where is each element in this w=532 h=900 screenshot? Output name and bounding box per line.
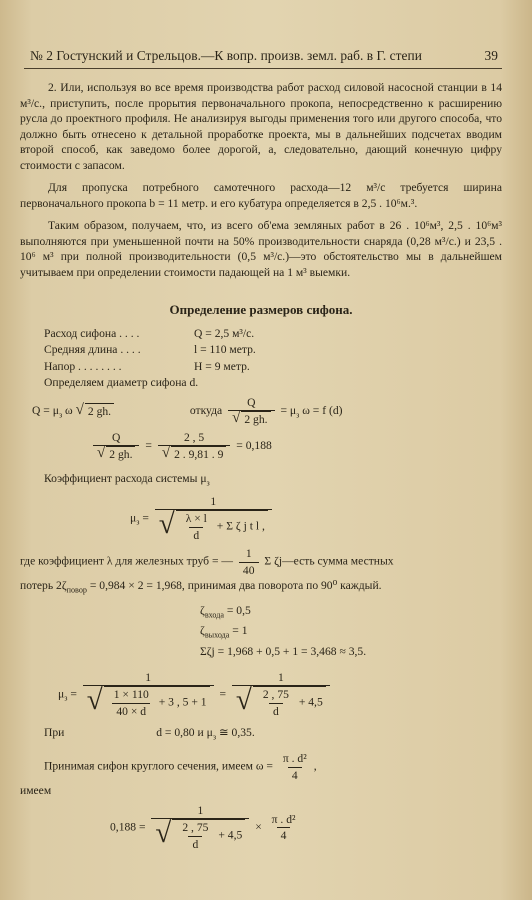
formula-text: = 0,5 (223, 603, 251, 617)
fraction (93, 430, 139, 463)
formula-text: ≅ 0,35. (216, 726, 255, 740)
formula-final (20, 803, 502, 853)
body-text (20, 80, 502, 852)
fraction (110, 687, 153, 719)
formula-mu-numeric (20, 670, 502, 720)
formula-text: Q (247, 395, 256, 409)
formula-flow (20, 395, 502, 428)
fraction (178, 820, 212, 852)
formula-text: 2 , 5 (183, 430, 205, 444)
formula-text: π . d² (282, 752, 307, 766)
formula-text: 1 (197, 803, 204, 817)
formula-text: Коэффициент расхода системы μ (44, 471, 207, 485)
formula-text: λ × l (185, 512, 207, 525)
round-line (20, 751, 502, 783)
running-header (30, 48, 498, 64)
formula-text: + Σ ζ j t l , (216, 519, 265, 533)
fraction (158, 430, 231, 463)
formula-text: = 0,188 (236, 438, 272, 452)
formula-text: = (139, 510, 152, 524)
formula-text: ζ (200, 603, 205, 617)
fraction (228, 395, 274, 428)
sqrt: √ $\frac{2 , 75}{d}$ + 4,5 (236, 686, 326, 719)
formula-text: d (269, 703, 283, 720)
given-value: l = 110 метр. (194, 343, 256, 356)
formula-text: Q = μ (32, 403, 59, 417)
imeem-line: имеем (20, 784, 52, 798)
formula-text: потерь 2ζ (20, 579, 67, 592)
formula-text: 2 gh. (85, 403, 114, 420)
formula-text: 1 (145, 670, 152, 684)
diameter-line: Определяем диаметр сифона d. (44, 376, 199, 389)
formula-text: При (44, 726, 65, 740)
formula-text: 4 (277, 827, 291, 844)
given-value: Q = 2,5 м³/с. (194, 326, 255, 340)
zeta-out (20, 623, 502, 643)
fraction (268, 812, 300, 844)
formula-text: где коэффициент λ для железных труб = — (20, 554, 234, 568)
section-title: Определение размеров сифона. (169, 302, 353, 317)
formula-text: = (67, 687, 80, 701)
formula-text: 1 (245, 547, 252, 560)
formula-text: 40 × d (112, 703, 150, 720)
sqrt: √ 2 . 9,81 . 9 (162, 446, 227, 463)
formula-text: 4 (288, 767, 302, 784)
fraction (151, 803, 249, 853)
fraction (279, 751, 311, 783)
formula-sub: з (64, 693, 68, 703)
formula-text: Принимая сифон круглого сечения, имеем ω = (44, 759, 276, 773)
fraction (155, 494, 272, 544)
paragraph-3: Таким образом, получаем, что, из всего об'ема земляных работ в 26 . 10⁶м³, 2,5 . 10⁶м³ выполняются при уменьшенной почти на 50% производительности снаряда (0,28 м³/с.) и 23,5 . 10⁶ м³ при полной производительности (0,5 м³/с.)—это обстоятельство мы в дальнейшем учитываем при определении стоимости падающей на 1 м³ выемки. (20, 219, 502, 279)
formula-text: 2 gh. (241, 411, 270, 428)
formula-mu (20, 494, 502, 544)
formula-sub: з (136, 517, 140, 527)
coefficient-line (20, 471, 502, 491)
paragraph-1: 2. Или, используя во все время производства работ расход силовой насосной станции в 14 м³/с., приступить, после прорытия первоначального прокопа, непосредственно к расширению русла до проектного профиля. Не анализируя выгоды применения того или другого способа, что должно быть отнесено к детальной проработке проекта, мы в дальнейших подсчетах вводим второй способ, как заведомо более дорогой, а, следовательно, дающий конечную цифру стоимости с запасом. (20, 81, 502, 172)
formula-text: = (145, 438, 155, 452)
fraction (259, 687, 293, 719)
sqrt: √ 2 gh. (76, 403, 114, 420)
fraction (232, 670, 330, 720)
formula-sub: выхода (204, 629, 230, 639)
loss-line (20, 578, 502, 598)
formula-text: 1 × 110 (113, 688, 149, 702)
page-number: 39 (484, 48, 498, 63)
given-value: H = 9 метр. (194, 359, 250, 373)
sqrt: √ $\frac{1 \times 110}{40 \times d}$ + 3 , 5 + 1 (87, 686, 210, 719)
formula-text: + 4,5 (298, 696, 323, 710)
formula-text: + 4,5 (218, 828, 243, 842)
formula-text: d (188, 836, 202, 853)
fraction (239, 546, 259, 578)
formula-text: 40 (239, 562, 259, 579)
formula-text: = (219, 687, 229, 701)
formula-text: откуда (189, 403, 223, 417)
formula-text: ω = f (d) (299, 403, 343, 417)
lambda-line (20, 546, 502, 578)
formula-text: d (189, 527, 203, 544)
formula-text: 2 , 75 (182, 821, 209, 835)
given-label: Средняя длина . . . . (44, 343, 141, 356)
formula-text: 2 gh. (106, 446, 135, 463)
formula-sub: повор (66, 585, 87, 595)
formula-text: Σ ζj—есть сумма местных (264, 554, 394, 568)
formula-text: + 3 , 5 + 1 (158, 696, 207, 710)
pri-line (20, 725, 502, 745)
formula-text: ω (62, 403, 73, 417)
formula-sub: з (206, 478, 210, 487)
fraction (83, 670, 214, 720)
formula-text: × (255, 820, 262, 834)
formula-text: 2 . 9,81 . 9 (171, 446, 226, 463)
given-values (20, 326, 502, 375)
formula-text: ζ (200, 623, 205, 637)
formula-text: μ (130, 510, 137, 524)
zeta-in (20, 603, 502, 623)
formula-text: d = 0,80 и μ (156, 726, 213, 740)
header-rule (24, 68, 502, 69)
sqrt: √ 2 gh. (97, 446, 135, 463)
paragraph-2: Для пропуска потребного самотечного расхода—12 м³/с требуется ширина первоначального прокопа b = 11 метр. и его кубатура определяется в 2,5 . 10⁶м.³. (20, 181, 502, 210)
formula-sub: з (296, 410, 300, 420)
sqrt: √ $\frac{2 , 75}{d}$ + 4,5 (155, 819, 245, 852)
formula-sub: з (58, 410, 63, 420)
formula-text: = μ (280, 403, 297, 417)
formula-text: Q (112, 430, 121, 444)
formula-text: = 0,984 × 2 = 1,968, принимая два поворота по 90⁰ каждый. (86, 579, 382, 592)
sqrt: √ $\frac{\lambda \times l}{d}$ + Σ ζ j t l , (159, 510, 268, 543)
sqrt: √ 2 gh. (232, 411, 270, 428)
formula-text: 1 (277, 670, 284, 684)
fraction (182, 511, 211, 543)
given-label: Напор . . . . . . . . (44, 359, 122, 373)
formula-text: , (313, 759, 317, 773)
formula-sub: входа (204, 610, 224, 620)
formula-text: = 1 (229, 623, 248, 637)
formula-text: 2 , 75 (262, 688, 289, 702)
formula-text: μ (58, 687, 65, 701)
header-title: № 2 Гостунский и Стрельцов.—К вопр. произв. земл. раб. в Г. степи (30, 48, 422, 63)
formula-ratio (20, 430, 502, 463)
formula-sub: з (212, 732, 217, 742)
formula-text: 1 (210, 494, 217, 508)
zeta-sum: Σζj = 1,968 + 0,5 + 1 = 3,468 ≈ 3,5. (200, 645, 367, 659)
formula-text: π . d² (271, 812, 296, 826)
given-label: Расход сифона . . . . (44, 326, 140, 340)
formula-text: 0,188 = (110, 820, 149, 834)
